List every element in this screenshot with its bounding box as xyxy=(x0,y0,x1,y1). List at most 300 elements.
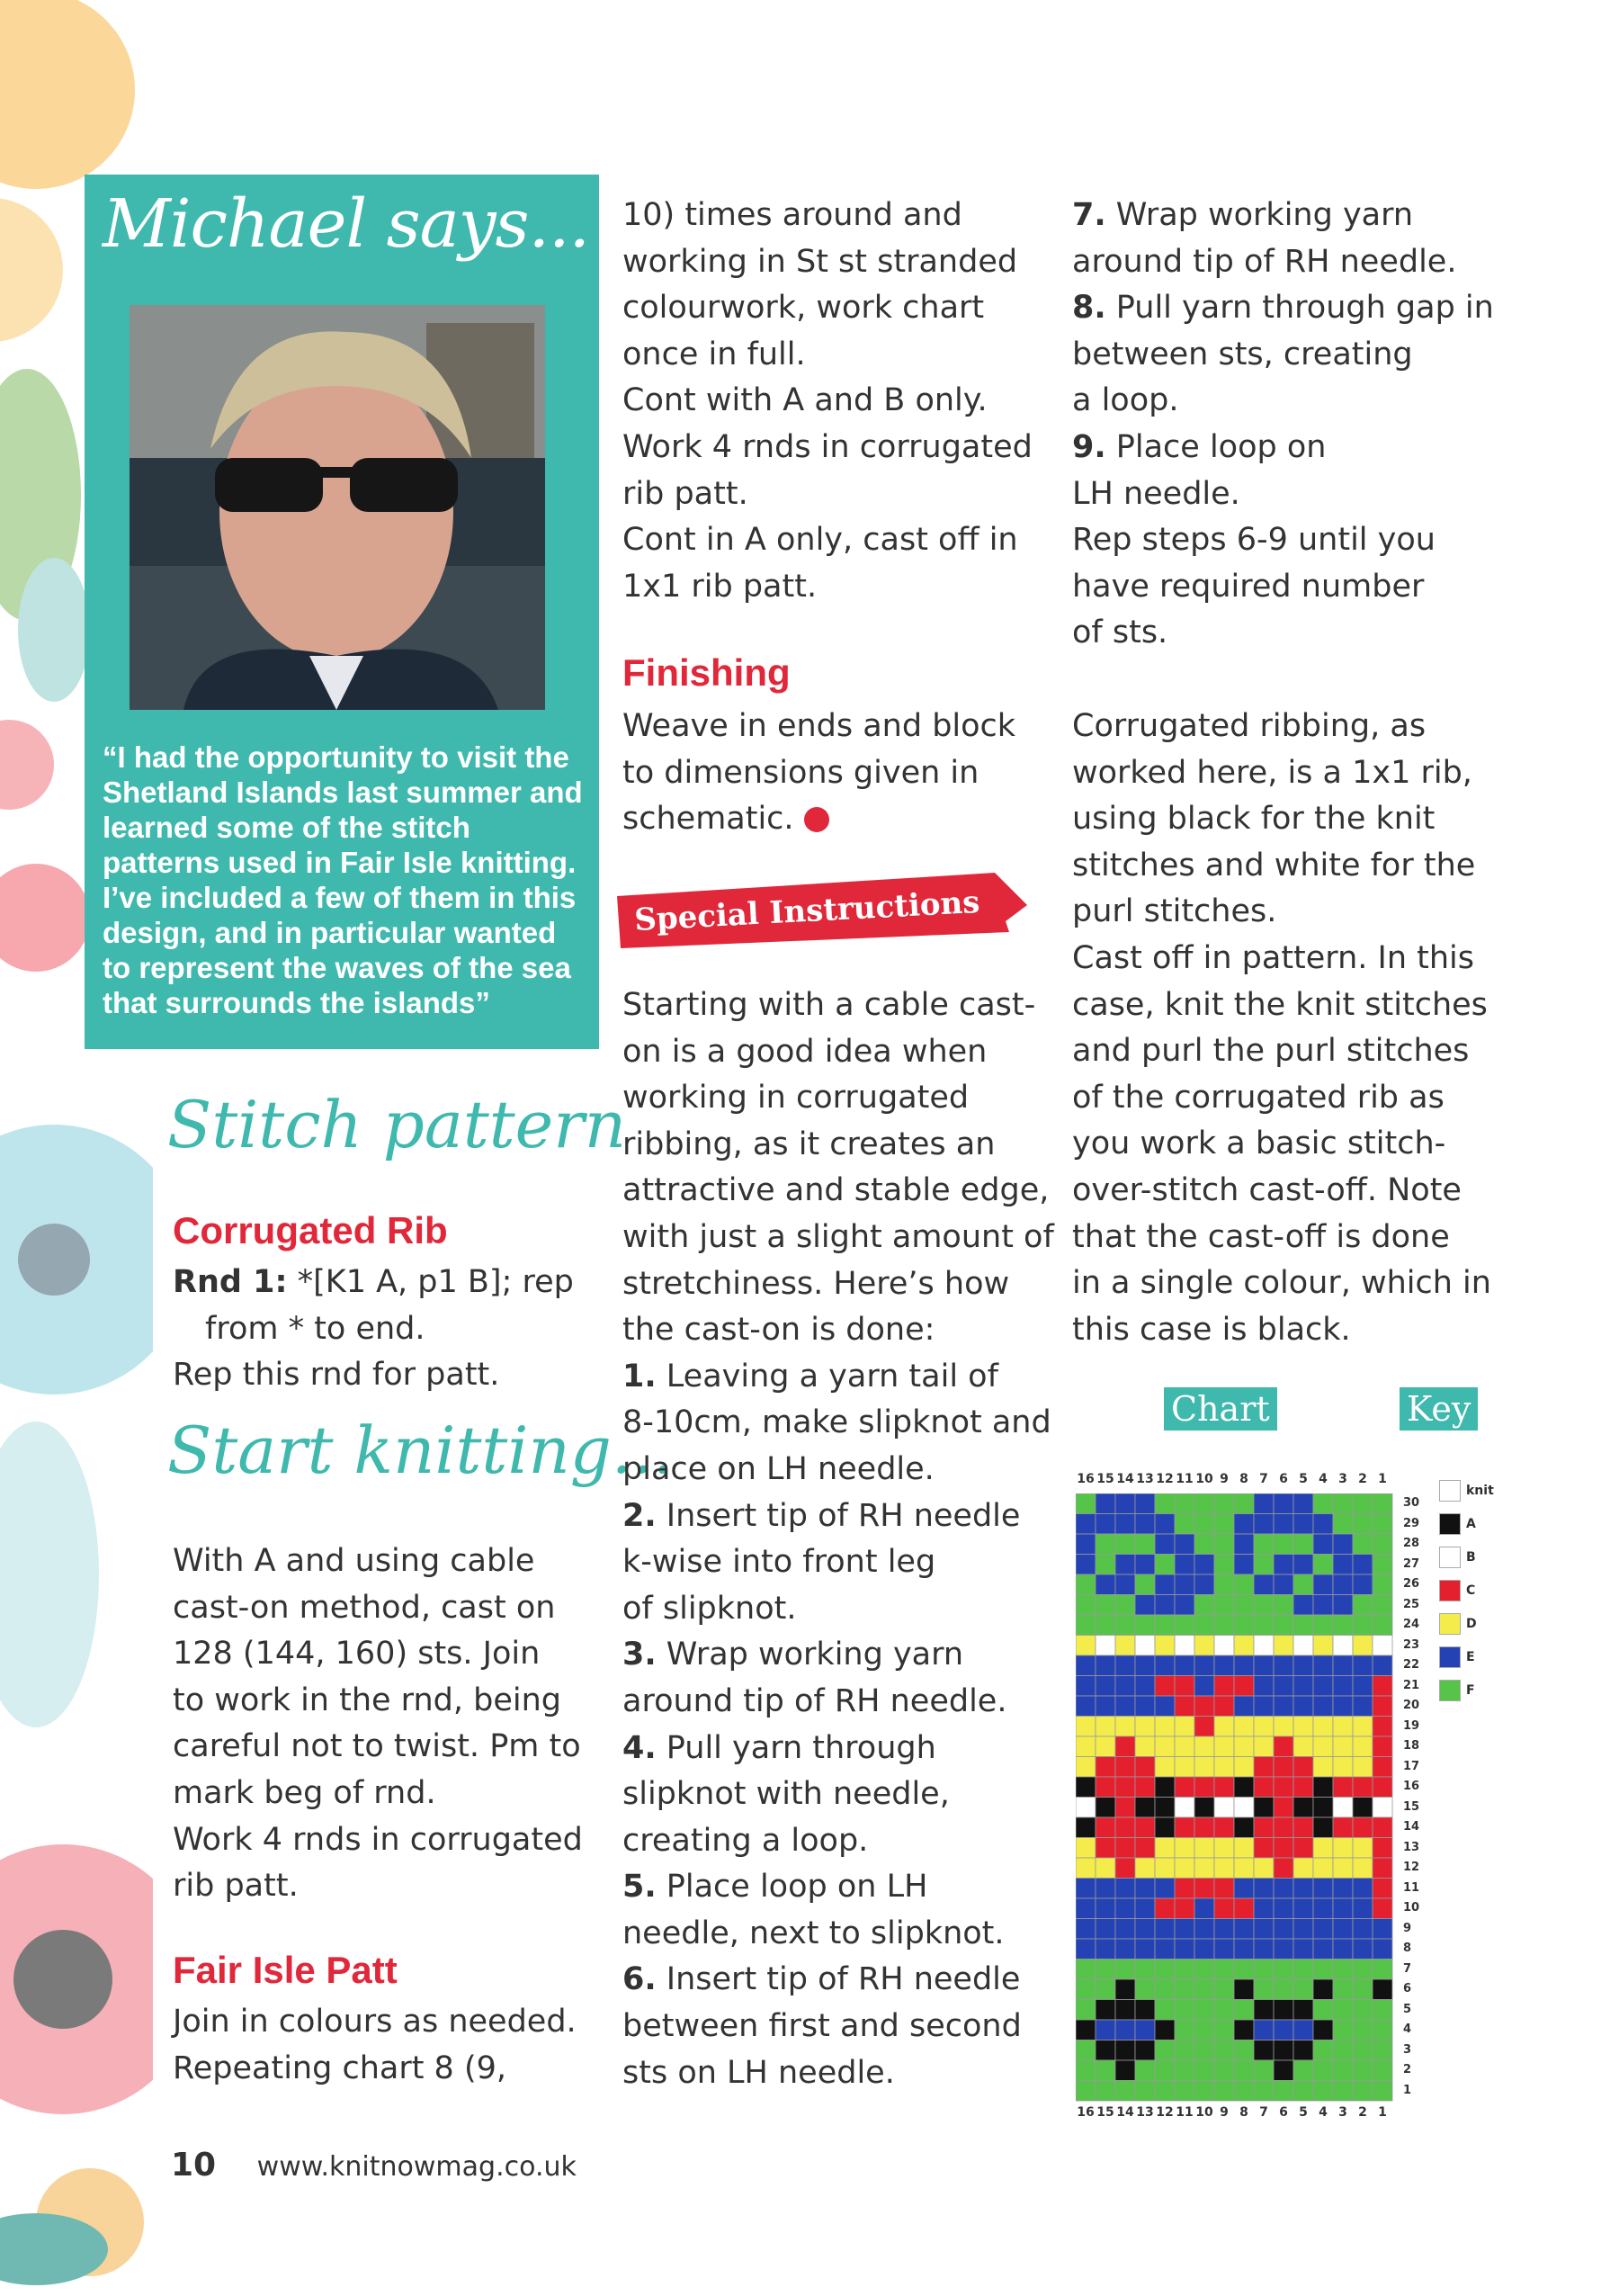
chart-cell xyxy=(1293,1777,1313,1798)
chart-cell xyxy=(1096,1696,1115,1717)
chart-cell xyxy=(1155,1919,1175,1940)
chart-cell xyxy=(1333,1979,1353,2000)
chart-cell xyxy=(1254,1898,1274,1919)
chart-cell xyxy=(1373,1960,1392,1980)
chart-cell xyxy=(1274,1919,1293,1940)
chart-cell xyxy=(1373,1555,1392,1575)
chart-cell xyxy=(1194,2060,1214,2081)
chart-cell xyxy=(1234,1736,1254,1757)
chart-cell xyxy=(1373,1757,1392,1778)
chart-cell xyxy=(1234,1615,1254,1636)
key-swatch xyxy=(1439,1580,1461,1601)
key-label-text: C xyxy=(1466,1583,1476,1598)
chart-row-number: 5 xyxy=(1403,2002,1412,2016)
chart-column-number: 11 xyxy=(1176,2105,1194,2120)
chart-cell xyxy=(1234,1636,1254,1656)
chart-cell xyxy=(1115,1777,1135,1798)
chart-cell xyxy=(1175,1655,1194,1676)
chart-cell xyxy=(1313,2081,1333,2102)
chart-cell xyxy=(1214,1574,1234,1595)
key-swatch xyxy=(1439,1513,1461,1535)
chart-row-number: 13 xyxy=(1403,1840,1420,1854)
chart-cell xyxy=(1194,1736,1214,1757)
chart-cell xyxy=(1254,1595,1274,1616)
chart-column-number: 6 xyxy=(1279,2105,1288,2120)
fair-isle-chart xyxy=(1076,1493,1396,2102)
chart-cell xyxy=(1076,1898,1096,1919)
chart-cell xyxy=(1194,2040,1214,2061)
chart-cell xyxy=(1135,1898,1155,1919)
chart-cell xyxy=(1155,1555,1175,1575)
chart-cell xyxy=(1254,2000,1274,2021)
chart-row-number: 24 xyxy=(1403,1618,1420,1631)
corrugated-rib-text: Rnd 1: *[K1 A, p1 B]; rep from * to end. Rep this rnd for patt. xyxy=(173,1264,574,1394)
chart-cell xyxy=(1373,1879,1392,1899)
chart-cell xyxy=(1353,1574,1373,1595)
chart-cell xyxy=(1373,1636,1392,1656)
key-swatch xyxy=(1439,1613,1461,1635)
chart-column-number: 9 xyxy=(1220,2105,1229,2120)
chart-column-number: 2 xyxy=(1358,2105,1367,2120)
chart-row-number: 23 xyxy=(1403,1637,1420,1652)
chart-cell xyxy=(1373,1534,1392,1555)
chart-cell xyxy=(1274,1777,1293,1798)
chart-column-number: 8 xyxy=(1239,1472,1248,1486)
chart-column-number: 10 xyxy=(1195,2105,1213,2120)
chart-cell xyxy=(1155,1655,1175,1676)
chart-cell xyxy=(1353,2020,1373,2040)
finishing-text: Weave in ends and block to dimensions given in schematic. xyxy=(622,708,1016,838)
key-label-text: knit xyxy=(1466,1483,1494,1498)
chart-cell xyxy=(1214,1676,1234,1697)
chart-cell xyxy=(1115,2020,1135,2040)
chart-cell xyxy=(1333,2081,1353,2102)
chart-row-number: 26 xyxy=(1403,1577,1420,1591)
chart-cell xyxy=(1155,2000,1175,2021)
author-quote: “I had the opportunity to visit the Shetland Islands last summer and learned some of the stitch patterns used in Fair Isle knitting. I’ve included a few of them in this design, and in particular wanted to represent the waves of the sea that surrounds the islands” xyxy=(103,740,583,1019)
chart-cell xyxy=(1214,2020,1234,2040)
chart-cell xyxy=(1096,1777,1115,1798)
chart-column-number: 8 xyxy=(1239,2105,1248,2120)
key-item xyxy=(1439,1640,1494,1673)
chart-cell xyxy=(1135,2040,1155,2061)
chart-cell xyxy=(1254,1736,1274,1757)
chart-cell xyxy=(1155,1534,1175,1555)
chart-cell xyxy=(1353,2081,1373,2102)
chart-cell xyxy=(1175,1555,1194,1575)
chart-cell xyxy=(1096,1676,1115,1697)
chart-cell xyxy=(1254,1798,1274,1818)
chart-column-number: 3 xyxy=(1338,2105,1347,2120)
chart-cell xyxy=(1353,1717,1373,1737)
chart-cell xyxy=(1155,1615,1175,1636)
chart-cell xyxy=(1254,1717,1274,1737)
chart-cell xyxy=(1115,1798,1135,1818)
chart-cell xyxy=(1293,1615,1313,1636)
chart-cell xyxy=(1096,2081,1115,2102)
chart-cell xyxy=(1135,2081,1155,2102)
chart-cell xyxy=(1214,1696,1234,1717)
chart-cell xyxy=(1333,1898,1353,1919)
chart-cell xyxy=(1234,1676,1254,1697)
chart-row-number: 18 xyxy=(1403,1739,1420,1753)
chart-cell xyxy=(1194,1636,1214,1656)
chart-cell xyxy=(1135,1493,1155,1514)
chart-cell xyxy=(1096,1493,1115,1514)
chart-cell xyxy=(1313,1798,1333,1818)
chart-cell xyxy=(1175,1676,1194,1697)
chart-row-number: 30 xyxy=(1403,1496,1420,1510)
start-knitting-text: With A and using cable cast-on method, cast on 128 (144, 160) sts. Join to work in the rnd, being careful not to twist. Pm to mark beg of rnd. Work 4 rnds in corrugated rib patt. xyxy=(173,1543,583,1905)
chart-cell xyxy=(1155,2020,1175,2040)
chart-row-number: 4 xyxy=(1403,2022,1412,2036)
chart-cell xyxy=(1076,1939,1096,1960)
page-number: 10 xyxy=(171,2147,217,2184)
chart-cell xyxy=(1175,2000,1194,2021)
chart-cell xyxy=(1234,1555,1254,1575)
chart-cell xyxy=(1096,2060,1115,2081)
chart-cell xyxy=(1353,1838,1373,1859)
chart-cell xyxy=(1155,1858,1175,1879)
chart-cell xyxy=(1254,1858,1274,1879)
chart-cell xyxy=(1135,1939,1155,1960)
chart-cell xyxy=(1175,1879,1194,1899)
chart-cell xyxy=(1096,1534,1115,1555)
chart-cell xyxy=(1274,1595,1293,1616)
chart-cell xyxy=(1096,1898,1115,1919)
author-photo xyxy=(130,305,545,710)
chart-cell xyxy=(1313,1514,1333,1535)
chart-cell xyxy=(1194,1960,1214,1980)
chart-cell xyxy=(1373,1717,1392,1737)
chart-cell xyxy=(1175,1615,1194,1636)
chart-cell xyxy=(1214,1898,1234,1919)
chart-cell xyxy=(1333,1574,1353,1595)
chart-cell xyxy=(1194,1514,1214,1535)
chart-cell xyxy=(1313,1595,1333,1616)
chart-cell xyxy=(1155,1777,1175,1798)
chart-cell xyxy=(1313,1919,1333,1940)
chart-cell xyxy=(1076,1919,1096,1940)
chart-cell xyxy=(1333,1717,1353,1737)
chart-cell xyxy=(1076,1696,1096,1717)
chart-cell xyxy=(1115,2040,1135,2061)
chart-cell xyxy=(1175,1534,1194,1555)
key-label-text: F xyxy=(1466,1682,1475,1698)
chart-cell xyxy=(1155,1838,1175,1859)
chart-column-number: 14 xyxy=(1116,1472,1134,1486)
chart-cell xyxy=(1155,1939,1175,1960)
chart-cell xyxy=(1353,1939,1373,1960)
chart-cell xyxy=(1115,1898,1135,1919)
chart-cell xyxy=(1353,1595,1373,1616)
chart-cell xyxy=(1155,1798,1175,1818)
chart-cell xyxy=(1135,1514,1155,1535)
chart-cell xyxy=(1274,1817,1293,1838)
chart-cell xyxy=(1353,1615,1373,1636)
chart-column-number: 7 xyxy=(1259,1472,1268,1486)
chart-cell xyxy=(1076,2060,1096,2081)
chart-cell xyxy=(1333,1555,1353,1575)
chart-cell xyxy=(1076,1717,1096,1737)
chart-cell xyxy=(1234,2020,1254,2040)
chart-row-number: 19 xyxy=(1403,1718,1420,1733)
chart-cell xyxy=(1115,2081,1135,2102)
chart-cell xyxy=(1293,2000,1313,2021)
key-label-text: B xyxy=(1466,1549,1476,1565)
chart-cell xyxy=(1096,1838,1115,1859)
chart-cell xyxy=(1135,1636,1155,1656)
chart-column-number: 1 xyxy=(1378,1472,1387,1486)
chart-cell xyxy=(1254,2020,1274,2040)
chart-cell xyxy=(1274,1898,1293,1919)
chart-cell xyxy=(1194,1777,1214,1798)
chart-cell xyxy=(1076,1858,1096,1879)
chart-cell xyxy=(1214,2060,1234,2081)
key-label-text: A xyxy=(1466,1516,1476,1531)
chart-cell xyxy=(1135,1919,1155,1940)
chart-cell xyxy=(1353,1757,1373,1778)
chart-cell xyxy=(1313,1717,1333,1737)
chart-column-number: 2 xyxy=(1358,1472,1367,1486)
chart-cell xyxy=(1333,2040,1353,2061)
yarn-ball-icon xyxy=(804,807,829,832)
chart-cell xyxy=(1373,1493,1392,1514)
chart-cell xyxy=(1313,1534,1333,1555)
chart-cell xyxy=(1353,1514,1373,1535)
chart-cell xyxy=(1313,2040,1333,2061)
chart-cell xyxy=(1096,1979,1115,2000)
chart-cell xyxy=(1254,1777,1274,1798)
key-item xyxy=(1439,1474,1494,1507)
chart-cell xyxy=(1274,1676,1293,1697)
chart-cell xyxy=(1293,1898,1313,1919)
chart-cell xyxy=(1115,1736,1135,1757)
chart-cell xyxy=(1214,2081,1234,2102)
chart-cell xyxy=(1135,1879,1155,1899)
chart-cell xyxy=(1076,2000,1096,2021)
chart-cell xyxy=(1155,1636,1175,1656)
chart-cell xyxy=(1333,1696,1353,1717)
chart-cell xyxy=(1155,1879,1175,1899)
chart-cell xyxy=(1293,1574,1313,1595)
chart-cell xyxy=(1194,2081,1214,2102)
chart-cell xyxy=(1333,1757,1353,1778)
chart-row-number: 10 xyxy=(1403,1901,1420,1915)
chart-cell xyxy=(1155,1979,1175,2000)
chart-cell xyxy=(1333,1736,1353,1757)
chart-cell xyxy=(1373,1676,1392,1697)
chart-cell xyxy=(1313,2060,1333,2081)
chart-cell xyxy=(1076,1615,1096,1636)
chart-cell xyxy=(1175,1898,1194,1919)
chart-cell xyxy=(1214,2000,1234,2021)
chart-cell xyxy=(1293,1655,1313,1676)
chart-cell xyxy=(1175,1798,1194,1818)
chart-cell xyxy=(1254,1676,1274,1697)
chart-cell xyxy=(1096,2020,1115,2040)
chart-cell xyxy=(1293,1514,1313,1535)
chart-cell xyxy=(1194,2000,1214,2021)
key-label: Key xyxy=(1400,1387,1478,1431)
chart-column-number: 13 xyxy=(1136,1472,1154,1486)
chart-cell xyxy=(1155,1817,1175,1838)
chart-cell xyxy=(1076,1879,1096,1899)
chart-cell xyxy=(1234,1595,1254,1616)
chart-cell xyxy=(1333,1960,1353,1980)
chart-cell xyxy=(1293,2081,1313,2102)
chart-cell xyxy=(1373,1696,1392,1717)
chart-cell xyxy=(1175,1595,1194,1616)
chart-cell xyxy=(1274,1636,1293,1656)
chart-cell xyxy=(1254,1696,1274,1717)
chart-cell xyxy=(1175,2040,1194,2061)
chart-cell xyxy=(1333,2020,1353,2040)
chart-cell xyxy=(1234,1979,1254,2000)
chart-cell xyxy=(1274,1696,1293,1717)
chart-cell xyxy=(1115,1757,1135,1778)
chart-cell xyxy=(1214,1939,1234,1960)
chart-cell xyxy=(1135,1757,1155,1778)
chart-cell xyxy=(1313,1696,1333,1717)
chart-row-number: 15 xyxy=(1403,1799,1420,1814)
chart-cell xyxy=(1353,1817,1373,1838)
chart-cell xyxy=(1194,1879,1214,1899)
chart-cell xyxy=(1194,1817,1214,1838)
chart-column-number: 15 xyxy=(1096,1472,1114,1486)
key-label-text: D xyxy=(1466,1616,1477,1631)
chart-cell xyxy=(1214,1493,1234,1514)
chart-cell xyxy=(1274,2020,1293,2040)
chart-row-number: 14 xyxy=(1403,1820,1420,1834)
chart-cell xyxy=(1254,1960,1274,1980)
chart-cell xyxy=(1135,1717,1155,1737)
chart-cell xyxy=(1214,1798,1234,1818)
col3-steps: 7. Wrap working yarn around tip of RH needle. 8. Pull yarn through gap in between sts, creating a loop. 9. Place loop on LH needle. Rep steps 6-9 until you have required number of sts. xyxy=(1072,197,1494,651)
key-item xyxy=(1439,1607,1494,1640)
chart-cell xyxy=(1313,1736,1333,1757)
chart-cell xyxy=(1254,1655,1274,1676)
chart-cell xyxy=(1096,1757,1115,1778)
special-instructions-banner xyxy=(613,869,1036,950)
chart-cell xyxy=(1076,2081,1096,2102)
chart-cell xyxy=(1234,2000,1254,2021)
chart-cell xyxy=(1254,1636,1274,1656)
chart-cell xyxy=(1254,1555,1274,1575)
chart-cell xyxy=(1175,1736,1194,1757)
chart-cell xyxy=(1313,1615,1333,1636)
chart-cell xyxy=(1096,1919,1115,1940)
chart-row-numbers xyxy=(1403,1493,1419,2101)
chart-cell xyxy=(1096,1798,1115,1818)
chart-cell xyxy=(1333,1534,1353,1555)
chart-cell xyxy=(1373,1919,1392,1940)
chart-cell xyxy=(1155,1676,1175,1697)
chart-cell xyxy=(1175,1838,1194,1859)
chart-cell xyxy=(1096,1615,1115,1636)
chart-cell xyxy=(1214,1636,1234,1656)
chart-cell xyxy=(1214,1858,1234,1879)
chart-cell xyxy=(1135,1574,1155,1595)
chart-cell xyxy=(1175,1717,1194,1737)
chart-cell xyxy=(1353,2000,1373,2021)
chart-cell xyxy=(1076,1960,1096,1980)
chart-cell xyxy=(1175,1636,1194,1656)
chart-cell xyxy=(1313,1636,1333,1656)
chart-cell xyxy=(1373,2060,1392,2081)
chart-cell xyxy=(1274,1574,1293,1595)
chart-cell xyxy=(1076,2040,1096,2061)
chart-key xyxy=(1439,1474,1494,1707)
chart-cell xyxy=(1135,1595,1155,1616)
sidebox-title: Michael says... xyxy=(103,185,590,263)
chart-cell xyxy=(1076,1676,1096,1697)
chart-cell xyxy=(1194,1798,1214,1818)
chart-cell xyxy=(1373,1655,1392,1676)
chart-cell xyxy=(1214,1757,1234,1778)
chart-cell xyxy=(1293,1939,1313,1960)
corrugated-rib-heading: Corrugated Rib xyxy=(173,1209,448,1251)
chart-cell xyxy=(1254,2040,1274,2061)
chart-cell xyxy=(1115,1615,1135,1636)
stitch-pattern-heading: Stitch pattern xyxy=(167,1087,627,1162)
chart-cell xyxy=(1135,1858,1155,1879)
chart-cell xyxy=(1135,1615,1155,1636)
chart-cell xyxy=(1135,1676,1155,1697)
chart-row-number: 12 xyxy=(1403,1861,1420,1874)
chart-cell xyxy=(1115,1858,1135,1879)
chart-cell xyxy=(1293,1858,1313,1879)
chart-cell xyxy=(1135,1655,1155,1676)
chart-cell xyxy=(1293,1879,1313,1899)
chart-cell xyxy=(1234,1655,1254,1676)
chart-cell xyxy=(1274,1879,1293,1899)
chart-cell xyxy=(1293,1736,1313,1757)
chart-cell xyxy=(1333,1676,1353,1697)
chart-column-number: 14 xyxy=(1116,2105,1134,2120)
chart-cell xyxy=(1115,1717,1135,1737)
chart-cell xyxy=(1076,1555,1096,1575)
chart-cell xyxy=(1373,1777,1392,1798)
chart-cell xyxy=(1214,1615,1234,1636)
chart-cell xyxy=(1115,1919,1135,1940)
chart-cell xyxy=(1135,1736,1155,1757)
chart-cell xyxy=(1313,1817,1333,1838)
finishing-heading: Finishing xyxy=(622,651,791,694)
chart-column-number: 5 xyxy=(1299,2105,1308,2120)
chart-cell xyxy=(1353,1736,1373,1757)
chart-cell xyxy=(1254,1979,1274,2000)
chart-cell xyxy=(1194,1676,1214,1697)
chart-cell xyxy=(1214,1979,1234,2000)
chart-cell xyxy=(1194,1574,1214,1595)
chart-cell xyxy=(1254,1615,1274,1636)
footer xyxy=(171,2147,577,2184)
chart-cell xyxy=(1096,2000,1115,2021)
chart-cell xyxy=(1254,1939,1274,1960)
chart-cell xyxy=(1234,1858,1254,1879)
chart-cell xyxy=(1234,1798,1254,1818)
chart-cell xyxy=(1373,2000,1392,2021)
chart-cell xyxy=(1293,2060,1313,2081)
chart-cell xyxy=(1373,1514,1392,1535)
chart-cell xyxy=(1234,1534,1254,1555)
special-instructions-text: Starting with a cable cast- on is a good idea when working in corrugated ribbing, as it creates an attractive and stable edge, with just a slight amount of stretchiness. Here’s how the cast-on is done: 1. Leaving a yarn tail of 8-10cm, make slipknot and place on LH needle. 2. Insert tip of RH needle k-wise into front leg of slipknot. 3. Wrap working yarn around tip of RH needle. 4. Pull yarn through slipknot with needle, creating a loop. 5. Place loop on LH needle, next to slipknot. 6. Insert tip of RH needle between first and second sts on LH needle. xyxy=(622,987,1054,2091)
chart-cell xyxy=(1313,1757,1333,1778)
chart-cell xyxy=(1254,1757,1274,1778)
chart-column-number: 12 xyxy=(1156,1472,1174,1486)
chart-cell xyxy=(1096,1717,1115,1737)
